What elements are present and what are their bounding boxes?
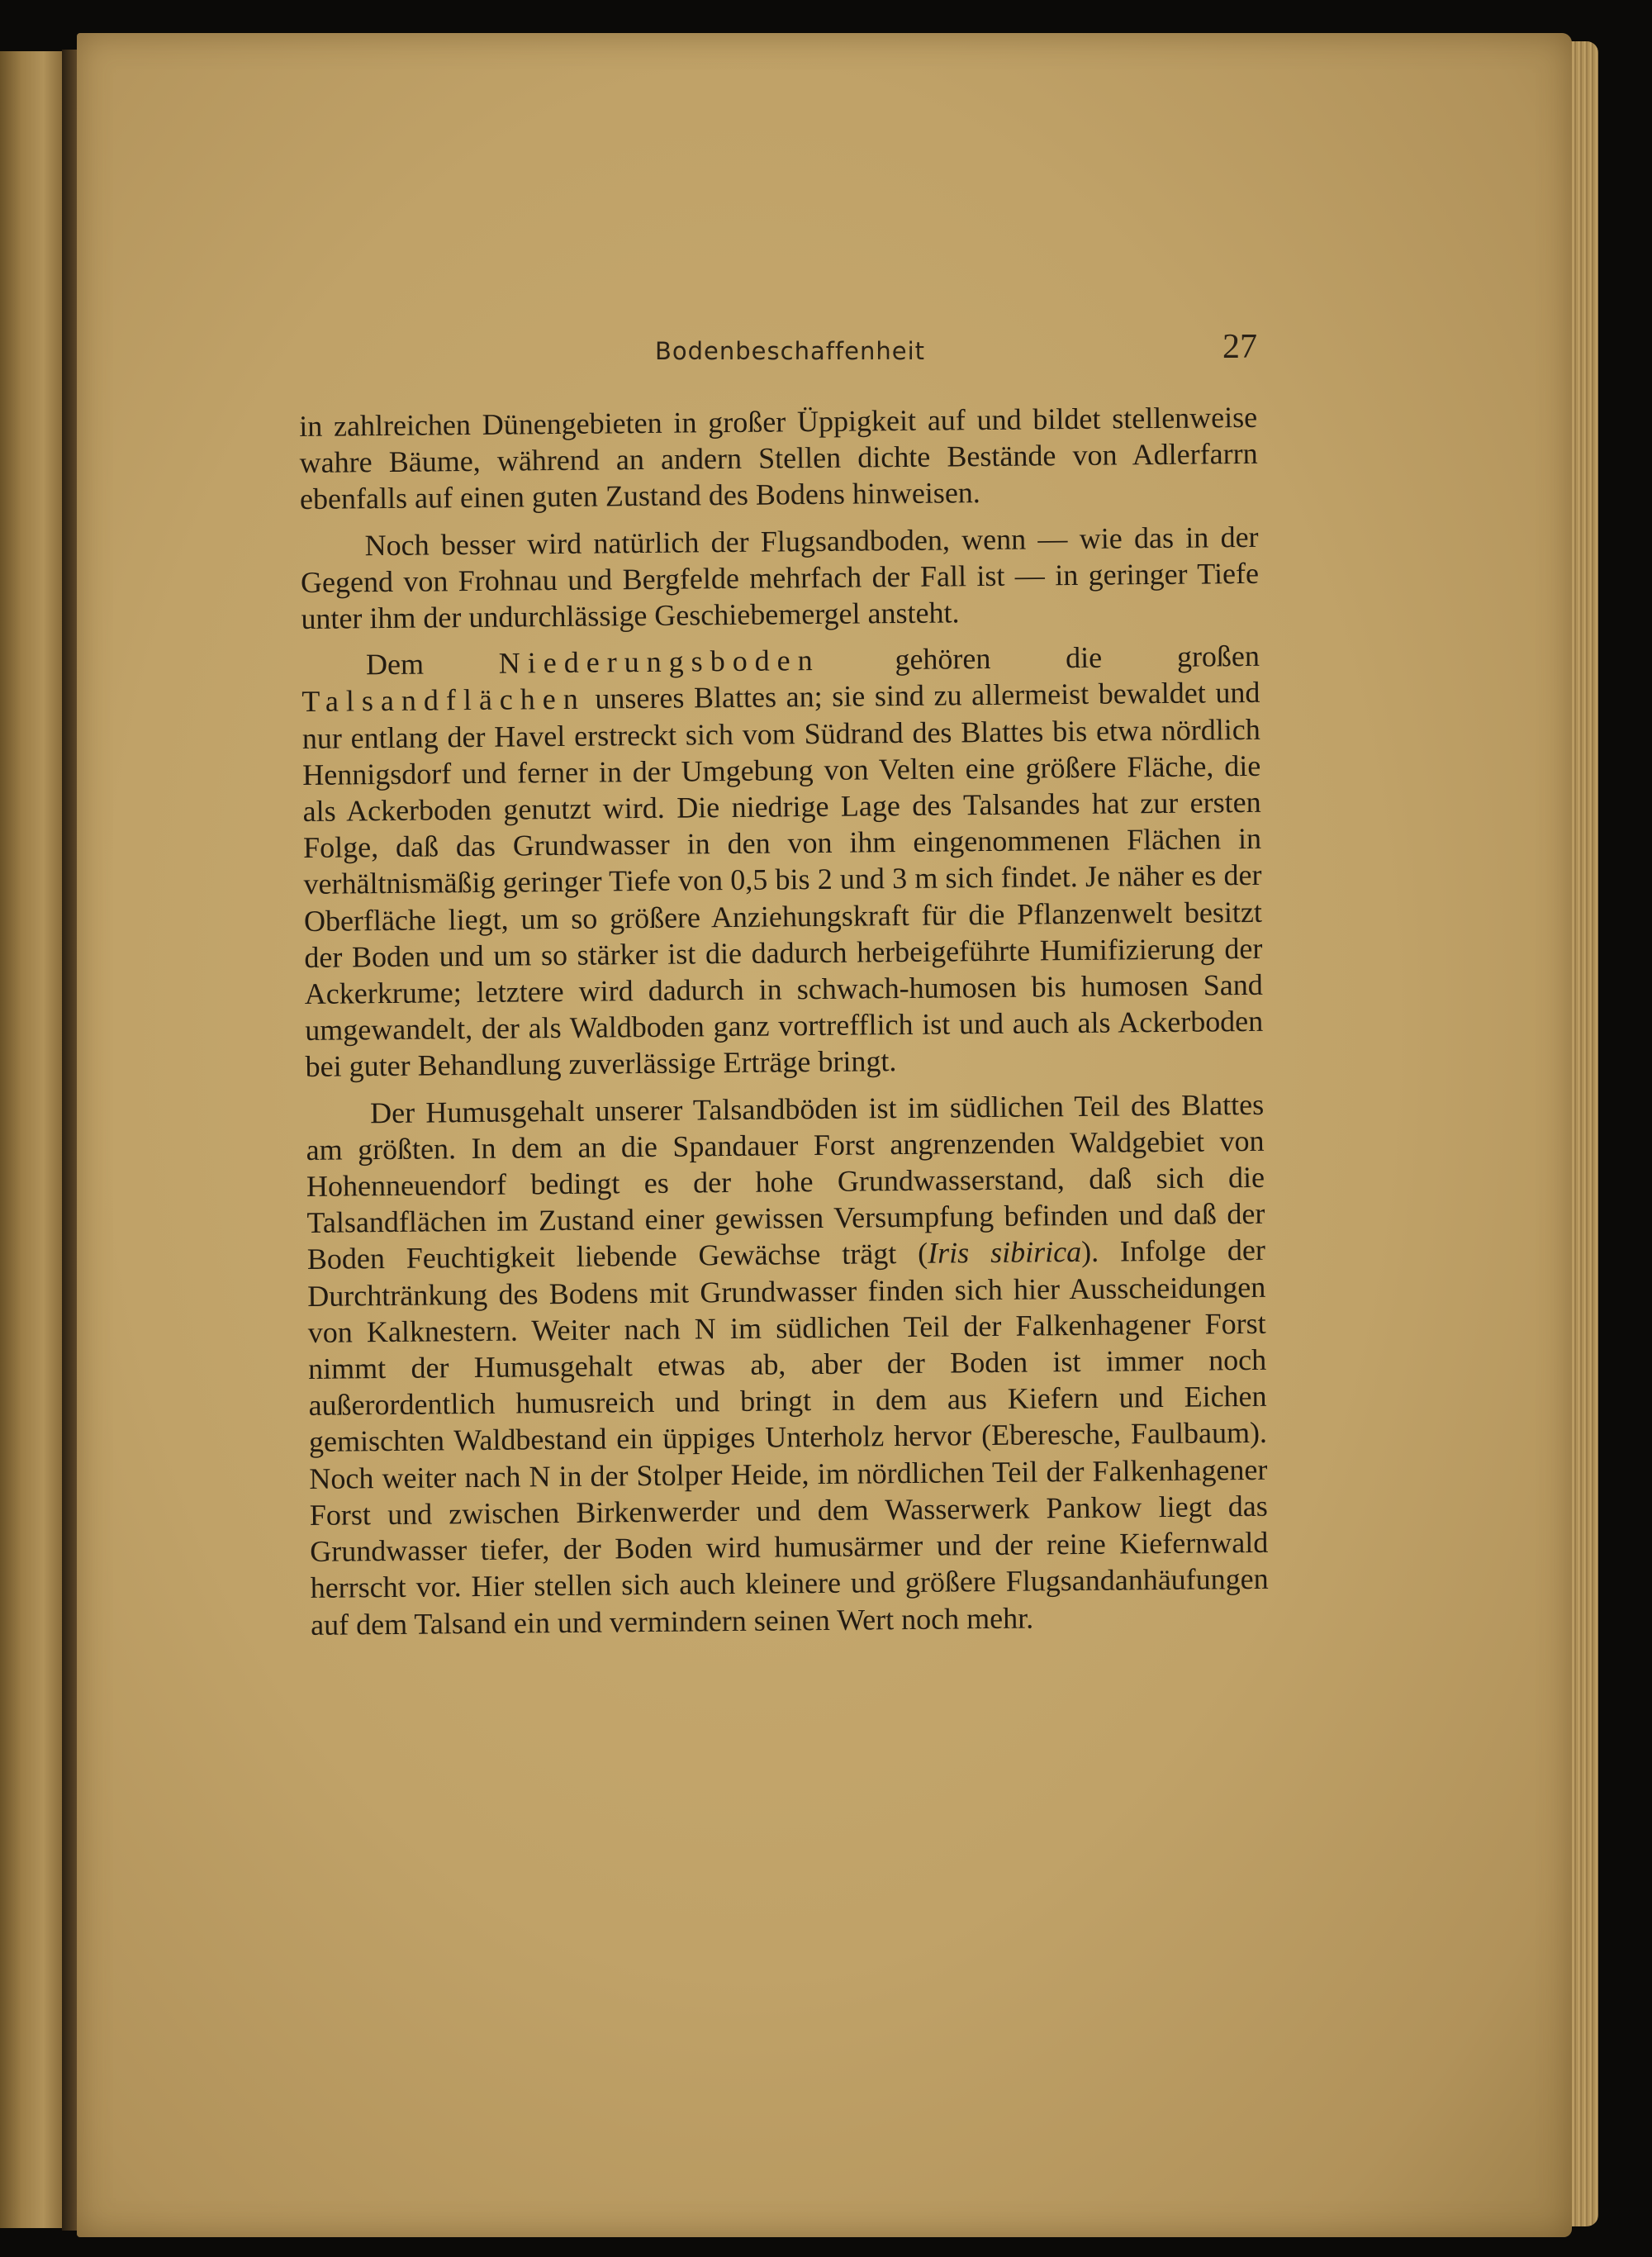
- paragraph-4: [306, 1086, 1269, 1642]
- species-name: Iris sibirica: [927, 1235, 1082, 1271]
- paragraph-4-rest: ). Infolge der Durchtränkung des Bodens mit Grundwasser finden sich hier Ausscheidungen von Kalknestern. Weiter nach N im südlichen Teil der Falkenhagener Forst nimmt der Humusgehalt etwas ab, aber der Boden ist immer noch außerordentlich humusreich und bringt in dem aus Kiefern und Eichen gemischten Waldbestand ein üppiges Unterholz hervor (Eberesche, Faulbaum). Noch weiter nach N in der Stolper Heide, im nördlichen Teil der Falkenhagener Forst und zwischen Birkenwerder und dem Wasserwerk Pankow liegt das Grundwasser tiefer, der Boden wird humusärmer und der reine Kiefernwald herrscht vor. Hier stellen sich auch kleinere und größere Flugsandanhäufungen auf dem Talsand ein und vermindern seinen Wert noch mehr.: [307, 1233, 1269, 1642]
- running-header: Bodenbeschaffenheit: [655, 337, 926, 365]
- term-niederungsboden: Niederungsboden: [498, 644, 820, 680]
- paragraph-3-rest: unseres Blattes an; sie sind zu allermeist bewaldet und nur entlang der Havel erstreckt sich vom Südrand des Blattes bis etwa nördlich Hennigsdorf und ferner in der Umgebung von Velten eine größere Fläche, die als Ackerboden genutzt wird. Die niedrige Lage des Talsandes hat zur ersten Folge, daß das Grundwasser in den von ihm eingenommenen Flächen in verhältnismäßig geringer Tiefe von 0,5 bis 2 und 3 m sich findet. Je näher es der Oberfläche liegt, um so größere Anziehungskraft für die Pflanzenwelt besitzt der Boden und um so stärker ist die dadurch herbeigeführte Humifizierung der Ackerkrume; letztere wird dadurch in schwach-humosen bis humosen Sand umgewandelt, der als Waldboden ganz vortrefflich ist und auch als Ackerboden bei guter Behandlung zuverlässige Erträge bringt.: [301, 676, 1264, 1084]
- paragraph-3-middle: gehören die großen: [819, 639, 1260, 677]
- paragraph-1: in zahlreichen Dünengebieten in großer Üppigkeit auf und bildet stellenweise wahre Bäume, während an andern Stellen dichte Bestände von Adlerfarrn ebenfalls auf einen guten Zustand des Bodens hinweisen.: [299, 400, 1258, 516]
- paragraph-2: Noch besser wird natürlich der Flugsandboden, wenn — wie das in der Gegend von Frohnau und Bergfelde mehrfach der Fall ist — in geringer Tiefe unter ihm der undurchlässige Geschiebemergel ansteht.: [300, 520, 1260, 636]
- body-text: [299, 399, 1269, 1653]
- paragraph-3-start: Dem: [365, 646, 499, 682]
- book-gutter: [62, 50, 77, 2231]
- left-page-edge: [0, 51, 64, 2228]
- page-number: 27: [1222, 328, 1257, 366]
- paragraph-3: [301, 638, 1264, 1086]
- term-talsandflaechen: Talsandflächen: [301, 682, 586, 719]
- paragraph-4-start: Der Humusgehalt unserer Talsandböden ist im südlichen Teil des Blattes am größten. In dem an die Spandauer Forst angrenzenden Waldgebiet von Hohenneuendorf bedingt es der hohe Grundwasserstand, daß sich die Talsandflächen im Zustand einer gewissen Versumpfung befinden und daß der Boden Feuchtigkeit liebende Gewächse trägt (: [306, 1087, 1265, 1276]
